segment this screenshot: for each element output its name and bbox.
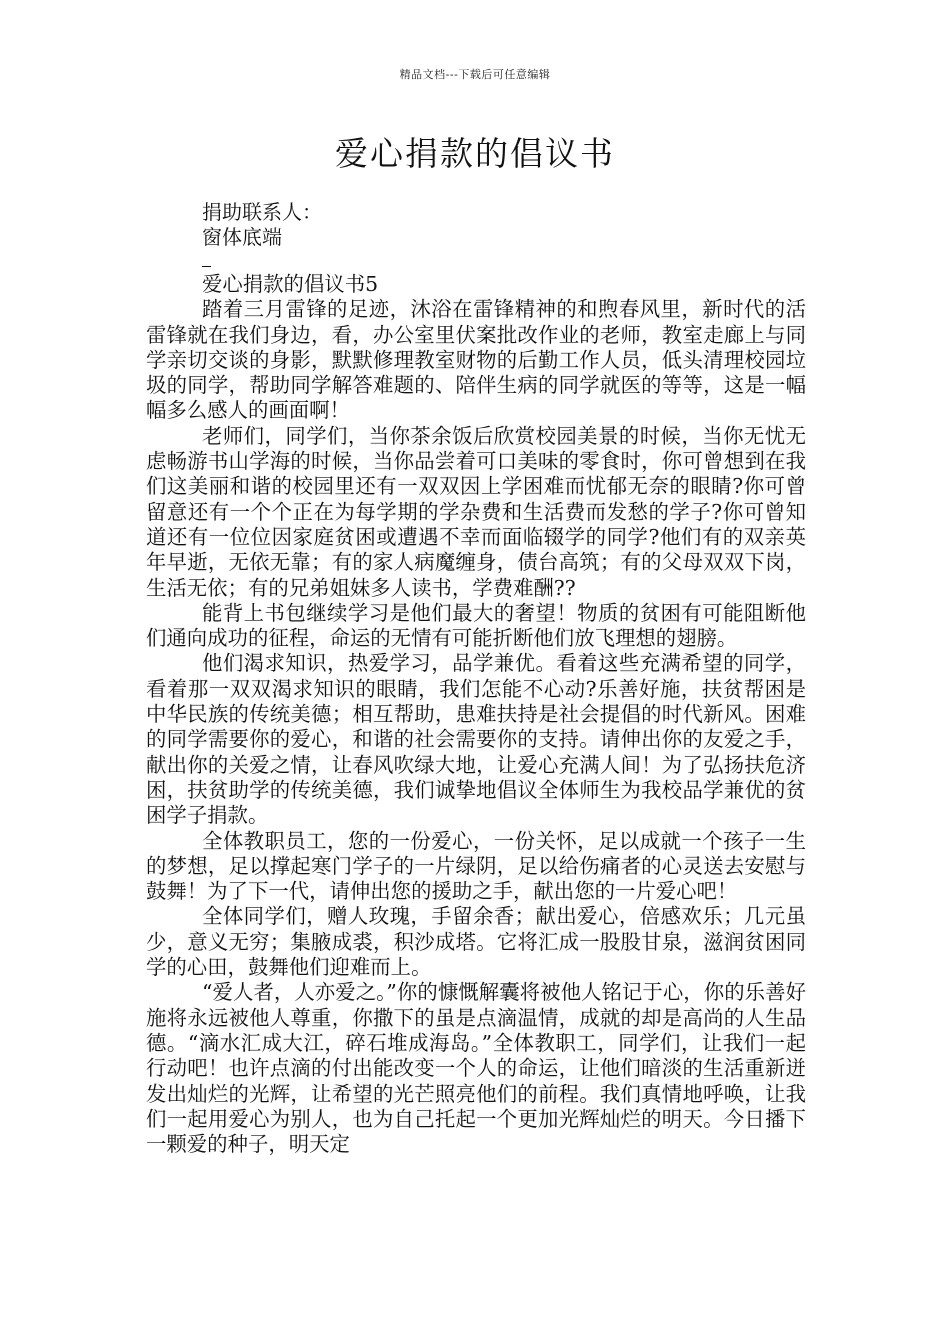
section-heading: 爱心捐款的倡议书5 — [202, 272, 379, 296]
document-title: 爱心捐款的倡议书 — [335, 134, 615, 173]
document-body — [146, 272, 806, 1157]
paragraph: 全体教职员工，您的一份爱心，一份关怀，足以成就一个孩子一生的梦想，足以撑起寒门学子的一片绿阴，足以给伤痛者的心灵送去安慰与鼓舞！为了下一代，请伸出您的援助之手，献出您的一片爱心吧！ — [146, 828, 806, 904]
paragraph: 他们渴求知识，热爱学习，品学兼优。看着这些充满希望的同学，看着那一双双渴求知识的眼睛，我们怎能不心动?乐善好施，扶贫帮困是中华民族的传统美德；相互帮助，患难扶持是社会提倡的时代新风。困难的同学需要你的爱心，和谐的社会需要你的支持。请伸出你的友爱之手，献出你的关爱之情，让春风吹绿大地，让爱心充满人间！为了弘扬扶危济困，扶贫助学的传统美德，我们诚挚地倡议全体师生为我校品学兼优的贫困学子捐款。 — [146, 651, 806, 828]
blank-underline — [202, 266, 211, 267]
contact-label: 捐助联系人： — [202, 200, 322, 224]
paragraph: 全体同学们，赠人玫瑰，手留余香；献出爱心，倍感欢乐；几元虽少，意义无穷；集腋成裘，积沙成塔。它将汇成一股股甘泉，滋润贫困同学的心田，鼓舞他们迎难而上。 — [146, 904, 806, 980]
paragraph: “爱人者，人亦爱之。”你的慷慨解囊将被他人铭记于心，你的乐善好施将永远被他人尊重，你撒下的虽是点滴温情，成就的却是高尚的人生品德。“滴水汇成大江，碎石堆成海岛。”全体教职工，同学们，让我们一起行动吧！也许点滴的付出能改变一个人的命运，让他们暗淡的生活重新迸发出灿烂的光辉，让希望的光芒照亮他们的前程。我们真情地呼唤，让我们一起用爱心为别人，也为自己托起一个更加光辉灿烂的明天。今日播下一颗爱的种子，明天定 — [146, 980, 806, 1157]
paragraph: 能背上书包继续学习是他们最大的奢望！物质的贫困有可能阻断他们通向成功的征程，命运的无情有可能折断他们放飞理想的翅膀。 — [146, 600, 806, 651]
header-note: 精品文档---下载后可任意编辑 — [399, 68, 551, 81]
paragraph: 踏着三月雷锋的足迹，沐浴在雷锋精神的和煦春风里，新时代的活雷锋就在我们身边，看，办公室里伏案批改作业的老师，教室走廊上与同学亲切交谈的身影，默默修理教室财物的后勤工作人员，低头清理校园垃圾的同学，帮助同学解答难题的、陪伴生病的同学就医的等等，这是一幅幅多么感人的画面啊！ — [146, 297, 806, 423]
contact-block — [202, 200, 322, 250]
paragraph: 老师们，同学们，当你茶余饭后欣赏校园美景的时候，当你无忧无虑畅游书山学海的时候，当你品尝着可口美味的零食时，你可曾想到在我们这美丽和谐的校园里还有一双双因上学困难而忧郁无奈的眼睛?你可曾留意还有一个个正在为每学期的学杂费和生活费而发愁的学子?你可曾知道还有一位位因家庭贫困或遭遇不幸而面临辍学的同学?他们有的双亲英年早逝，无依无靠；有的家人病魔缠身，债台高筑；有的父母双双下岗，生活无依；有的兄弟姐妹多人读书，学费难酬?? — [146, 423, 806, 600]
contact-value: 窗体底端 — [202, 225, 282, 249]
